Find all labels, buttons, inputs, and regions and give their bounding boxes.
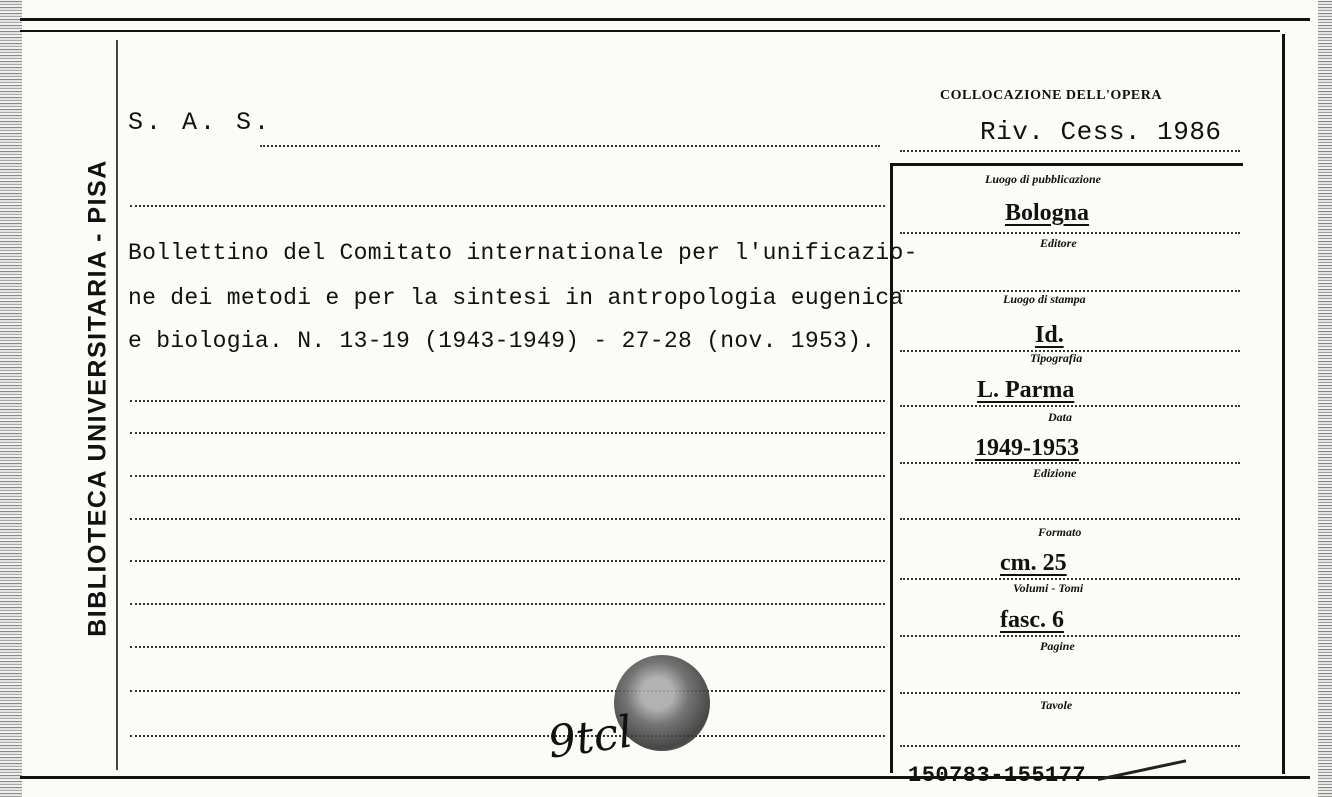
field-value-luogo-stampa: Id. bbox=[1035, 322, 1064, 348]
field-value-volumi-tomi: fasc. 6 bbox=[1000, 607, 1064, 633]
field-value-formato: cm. 25 bbox=[1000, 550, 1067, 576]
field-label-tipografia: Tipografia bbox=[1030, 351, 1083, 365]
dotted-line bbox=[900, 635, 1240, 637]
dotted-line bbox=[900, 518, 1240, 520]
dotted-line bbox=[130, 690, 885, 692]
dotted-line bbox=[130, 432, 885, 434]
dotted-line bbox=[260, 145, 880, 147]
dotted-line bbox=[130, 735, 885, 737]
field-value-tipografia: L. Parma bbox=[977, 377, 1075, 403]
field-label-editore: Editore bbox=[1040, 236, 1077, 250]
dotted-line bbox=[900, 745, 1240, 747]
card-left-edge bbox=[0, 0, 22, 797]
dotted-line bbox=[130, 603, 885, 605]
title-line-2: ne dei metodi e per la sintesi in antropologia eugenica bbox=[128, 285, 904, 311]
field-label-data: Data bbox=[1048, 410, 1072, 424]
field-value-luogo-pubblicazione: Bologna bbox=[1005, 200, 1090, 226]
handwritten-note: 9tcl bbox=[544, 706, 636, 769]
field-label-luogo-pubblicazione: Luogo di pubblicazione bbox=[985, 172, 1102, 186]
top-rule-inner bbox=[20, 30, 1280, 32]
field-label-tavole: Tavole bbox=[1040, 698, 1073, 712]
card-right-edge bbox=[1318, 0, 1332, 797]
dotted-line bbox=[900, 578, 1240, 580]
collocazione-heading: COLLOCAZIONE DELL'OPERA bbox=[940, 88, 1162, 103]
dotted-line bbox=[130, 475, 885, 477]
field-label-pagine: Pagine bbox=[1040, 639, 1075, 653]
library-side-label: BIBLIOTECA UNIVERSITARIA - PISA bbox=[83, 159, 112, 637]
dotted-line bbox=[130, 518, 885, 520]
right-frame-rule bbox=[1282, 34, 1285, 774]
author-signature: S. A. S. bbox=[128, 108, 273, 137]
dotted-line bbox=[900, 405, 1240, 407]
title-line-1: Bollettino del Comitato internationale per l'unificazio- bbox=[128, 240, 918, 266]
field-value-data: 1949-1953 bbox=[975, 435, 1079, 461]
dotted-line bbox=[130, 560, 885, 562]
field-label-luogo-stampa: Luogo di stampa bbox=[1003, 292, 1086, 306]
field-label-volumi-tomi: Volumi - Tomi bbox=[1013, 581, 1084, 595]
dotted-line bbox=[900, 232, 1240, 234]
dotted-line bbox=[900, 150, 1240, 152]
collocazione-value: Riv. Cess. 1986 bbox=[980, 117, 1222, 147]
inventory-number: 150783-155177 bbox=[908, 763, 1087, 788]
dotted-line bbox=[130, 400, 885, 402]
top-rule bbox=[20, 18, 1310, 21]
panel-top-rule bbox=[893, 163, 1243, 166]
dotted-line bbox=[900, 462, 1240, 464]
dotted-line bbox=[130, 646, 885, 648]
left-margin-rule bbox=[116, 40, 118, 770]
field-label-formato: Formato bbox=[1038, 525, 1082, 539]
title-line-3: e biologia. N. 13-19 (1943-1949) - 27-28 (nov. 1953). bbox=[128, 328, 876, 354]
field-label-edizione: Edizione bbox=[1033, 466, 1077, 480]
dotted-line bbox=[900, 692, 1240, 694]
dotted-line bbox=[130, 205, 885, 207]
